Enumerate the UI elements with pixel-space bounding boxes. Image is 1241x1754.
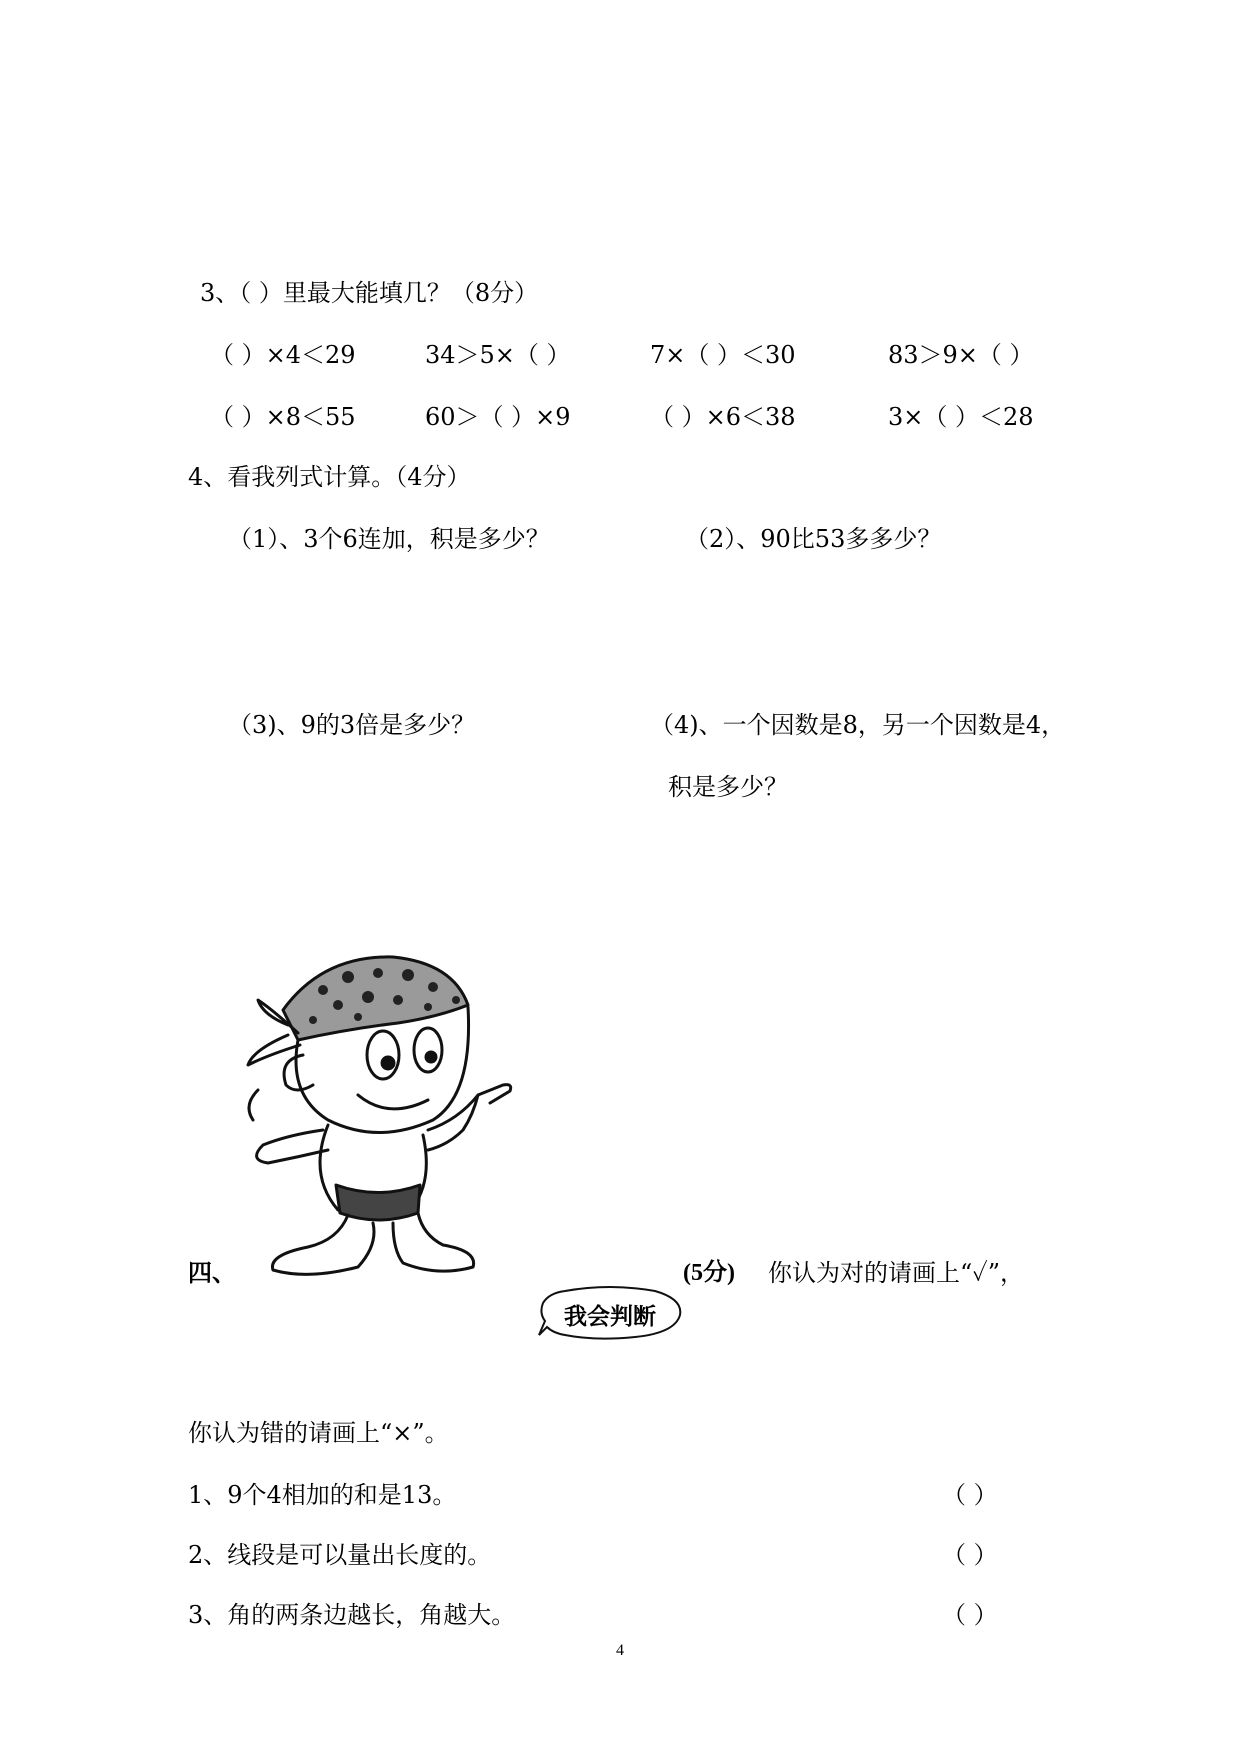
section-4-instruction-2: 你认为错的请画上“×”。 bbox=[188, 1419, 449, 1447]
judge-blank-2[interactable]: （ ） bbox=[942, 1541, 998, 1569]
page-number: 4 bbox=[616, 1642, 624, 1659]
q3-item-8: 3×（ ）＜28 bbox=[888, 403, 1034, 431]
judge-blank-3[interactable]: （ ） bbox=[942, 1601, 998, 1629]
q3-item-6: 60＞（ ）×9 bbox=[425, 403, 571, 431]
judge-item-2: 2、线段是可以量出长度的。 bbox=[188, 1541, 492, 1569]
q4-part-4-line-2: 积是多少？ bbox=[668, 773, 788, 801]
judge-item-1: 1、9个4相加的和是13。 bbox=[188, 1481, 457, 1509]
q4-part-4-line-1: （4)、一个因数是8，另一个因数是4， bbox=[650, 711, 1066, 739]
section-4-label: 四、 bbox=[188, 1258, 236, 1287]
q4-part-1: （1）、3个6连加，积是多少？ bbox=[228, 525, 550, 553]
q3-item-4: 83＞9×（ ） bbox=[888, 341, 1034, 369]
q4-title: 4、看我列式计算。（4分） bbox=[188, 463, 471, 491]
judge-blank-1[interactable]: （ ） bbox=[942, 1481, 998, 1509]
q3-item-1: （ ）×4＜29 bbox=[210, 341, 356, 369]
section-4-score: (5分) bbox=[683, 1260, 735, 1286]
q3-item-3: 7×（ ）＜30 bbox=[650, 341, 796, 369]
q3-item-2: 34＞5×（ ） bbox=[425, 341, 571, 369]
q4-part-3: （3)、9的3倍是多少？ bbox=[228, 711, 476, 739]
speech-bubble-label: 我会判断 bbox=[564, 1304, 656, 1330]
q3-item-7: （ ）×6＜38 bbox=[650, 403, 796, 431]
q3-title: 3、（ ）里最大能填几？（8分） bbox=[200, 279, 539, 307]
q4-part-2: （2）、90比53多多少？ bbox=[685, 525, 942, 553]
judge-item-3: 3、角的两条边越长，角越大。 bbox=[188, 1601, 516, 1629]
cartoon-boy-bandana-icon bbox=[228, 945, 538, 1285]
section-4-instruction-1: 你认为对的请画上“✓”， bbox=[768, 1259, 1025, 1287]
q3-item-5: （ ）×8＜55 bbox=[210, 403, 356, 431]
